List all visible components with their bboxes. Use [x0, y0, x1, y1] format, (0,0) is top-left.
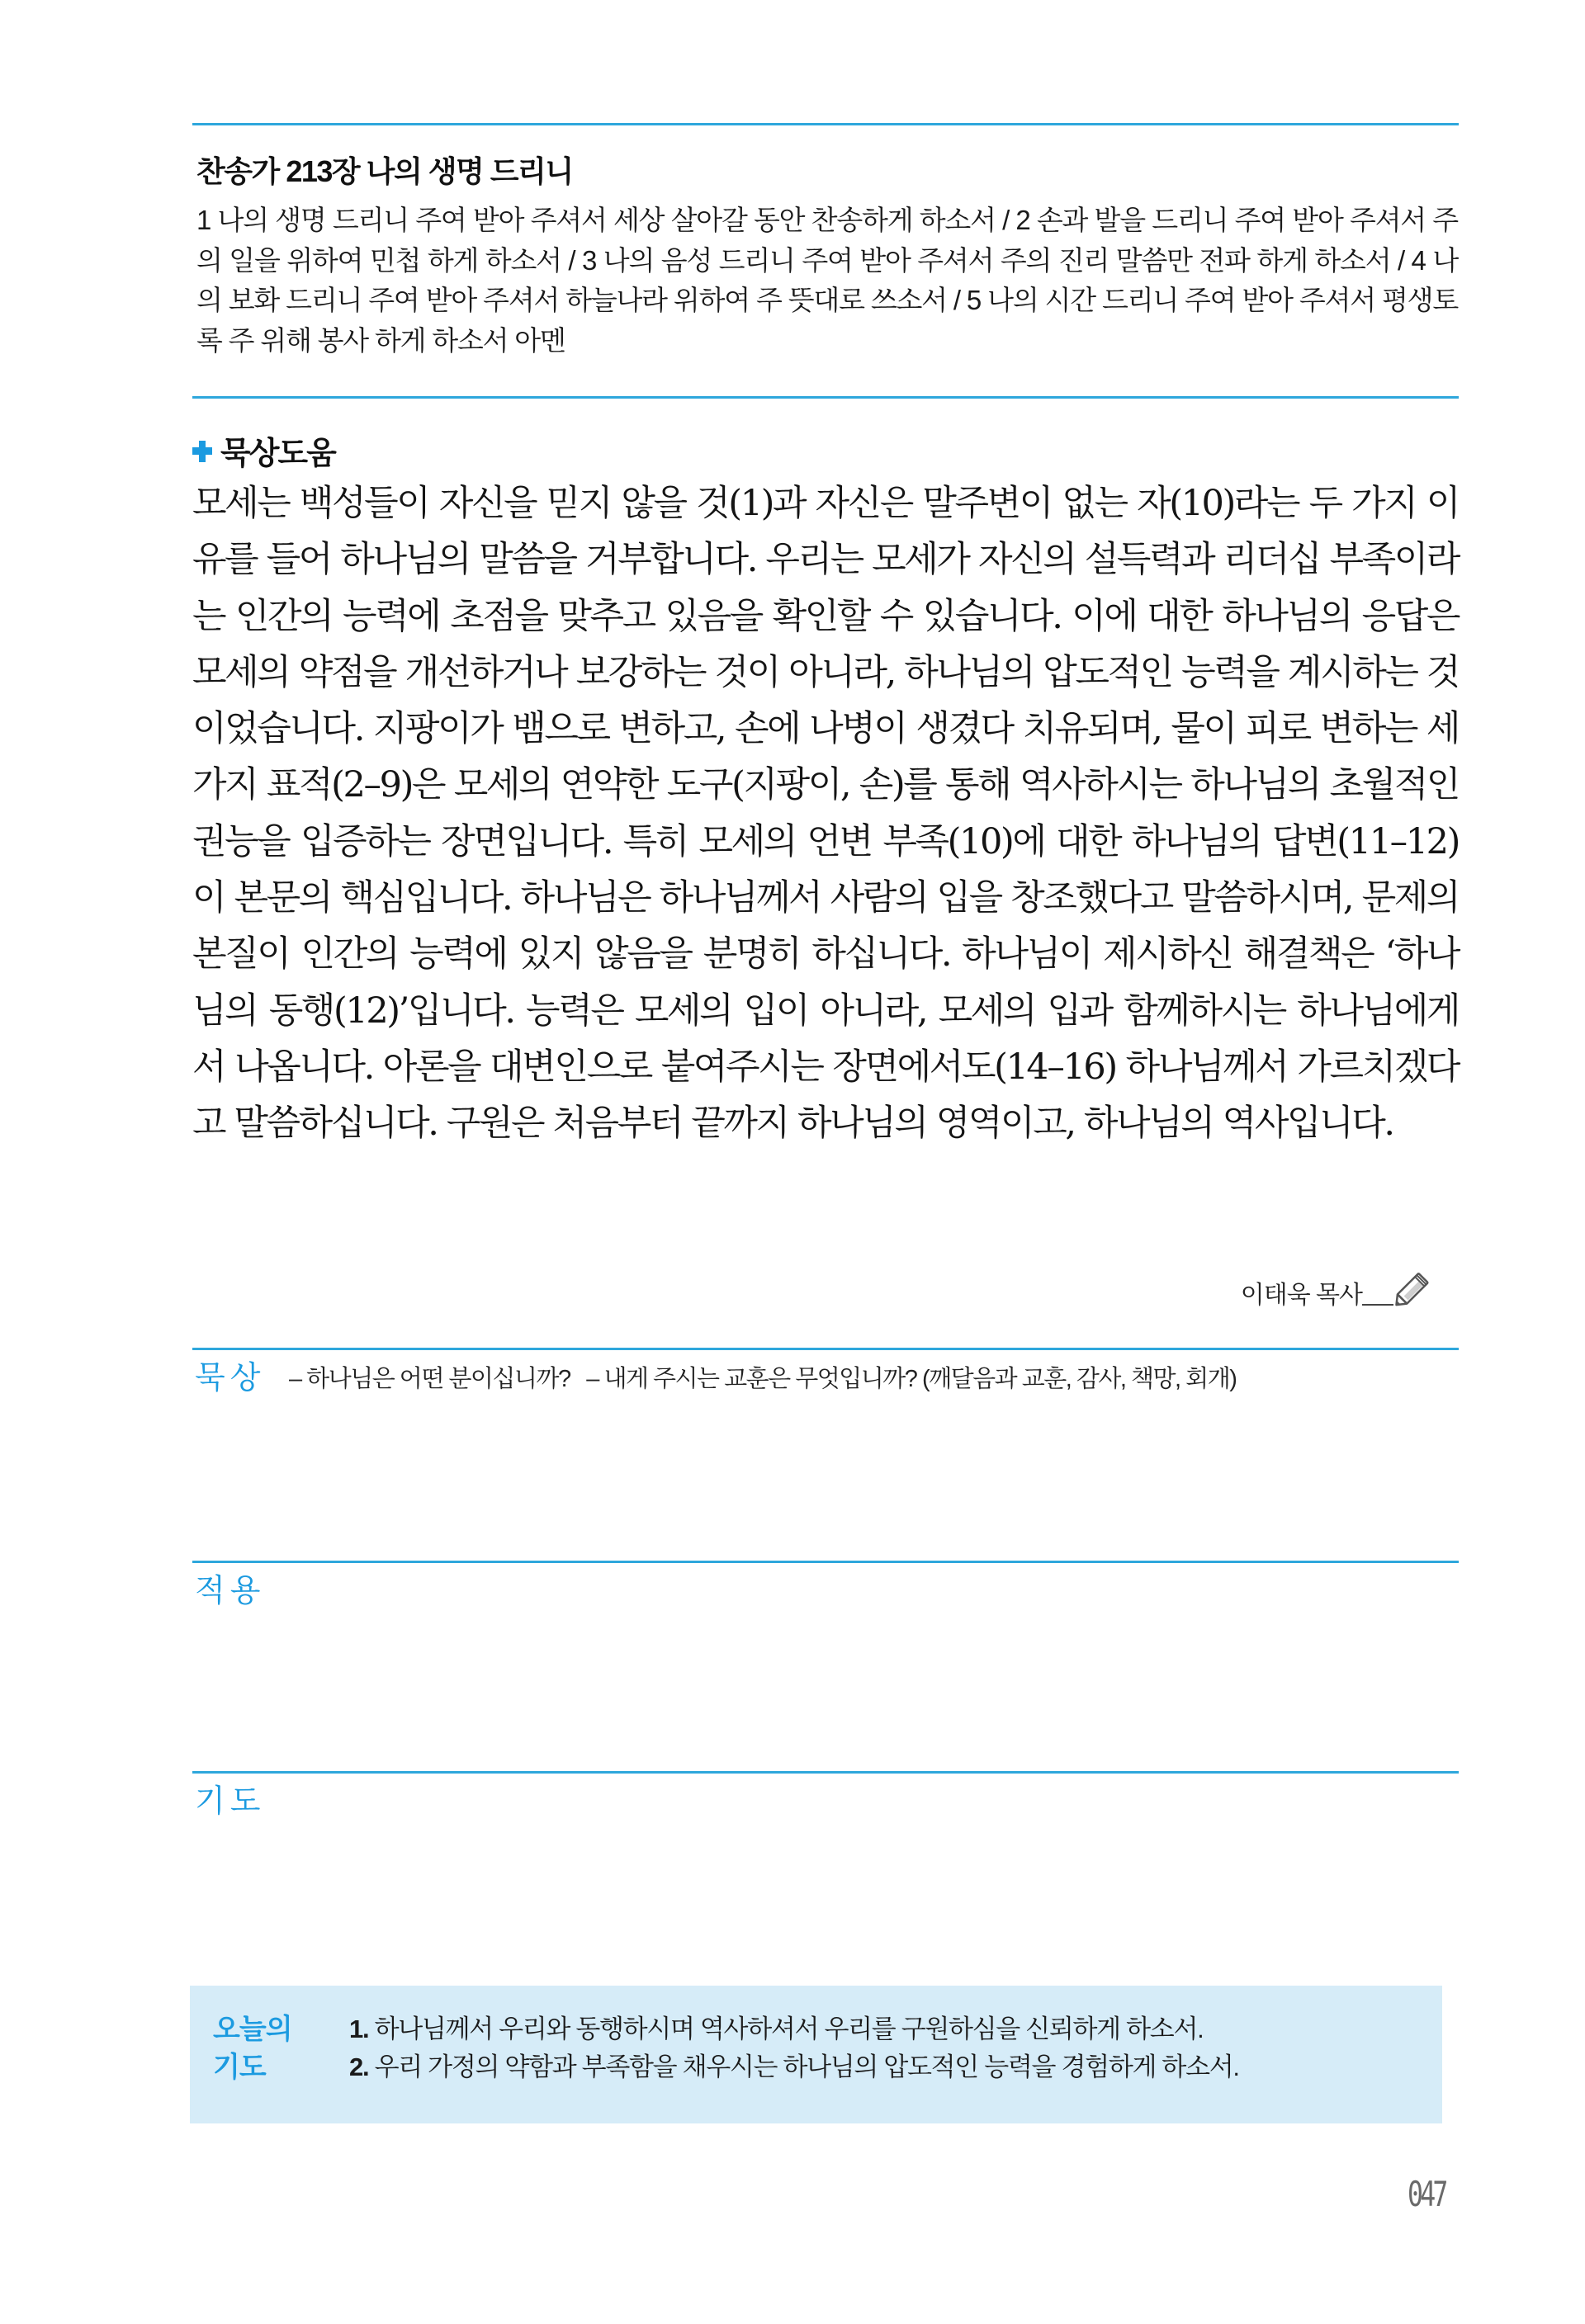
meditate-questions: – 하나님은 어떤 분이십니까? – 내게 주시는 교훈은 무엇입니까? (깨달음과 교훈, 감사, 책망, 회개) [289, 1366, 1237, 1392]
apply-divider [192, 1561, 1459, 1563]
author-name: 이태욱 목사 [1240, 1282, 1362, 1309]
pencil-icon [1390, 1268, 1436, 1311]
meditation-help-heading: 묵상도움 [220, 437, 335, 471]
signature-line [1362, 1304, 1393, 1306]
meditation-help-header [192, 427, 335, 473]
hymn-lyrics: 1 나의 생명 드리니 주여 받아 주셔서 세상 살아갈 동안 찬송하게 하소서 / 2 손과 발을 드리니 주여 받아 주셔서 주의 일을 위하여 민첩 하게 하소서 / 3 나의 음성 드리니 주여 받아 주셔서 주의 진리 말씀만 전파 하게 하소서 / 4 나의 보화 드리니 주여 받아 주셔서 하늘나라 위하여 주 뜻대로 쓰소서 / 5 나의 시간 드리니 주여 받아 주셔서 평생토록 주 위해 봉사 하게 하소서 아멘 [196, 205, 1458, 356]
apply-writing-area[interactable] [192, 1609, 1459, 1762]
prayer-item: 1. 하나님께서 우리와 동행하시며 역사하셔서 우리를 구원하심을 신뢰하게 하소서. [349, 2015, 1204, 2043]
todays-prayer-label: 오늘의 기도 [213, 2014, 292, 2083]
meditate-writing-area[interactable] [192, 1403, 1459, 1552]
hymn-title: 찬송가 213장 나의 생명 드리니 [196, 154, 573, 188]
meditate-divider [192, 1348, 1459, 1350]
todays-prayer-box [190, 1986, 1442, 2123]
cross-icon [192, 441, 212, 462]
todays-prayer-list [349, 2010, 1239, 2086]
prayer-item: 2. 우리 가정의 약함과 부족함을 채우시는 하나님의 압도적인 능력을 경험하게 하소서. [349, 2052, 1239, 2081]
pray-label: 기도 [195, 1783, 266, 1819]
pray-divider [192, 1771, 1459, 1774]
author-signature [1241, 1268, 1436, 1311]
pray-writing-area[interactable] [192, 1820, 1459, 1972]
meditation-help-body: 모세는 백성들이 자신을 믿지 않을 것(1)과 자신은 말주변이 없는 자(10)라는 두 가지 이유를 들어 하나님의 말씀을 거부합니다. 우리는 모세가 자신의 설득력과 리더십 부족이라는 인간의 능력에 초점을 맞추고 있음을 확인할 수 있습니다. 이에 대한 하나님의 응답은 모세의 약점을 개선하거나 보강하는 것이 아니라, 하나님의 압도적인 능력을 계시하는 것이었습니다. 지팡이가 뱀으로 변하고, 손에 나병이 생겼다 치유되며, 물이 피로 변하는 세 가지 표적(2–9)은 모세의 연약한 도구(지팡이, 손)를 통해 역사하시는 하나님의 초월적인 권능을 입증하는 장면입니다. 특히 모세의 언변 부족(10)에 대한 하나님의 답변(11–12)이 본문의 핵심입니다. 하나님은 하나님께서 사람의 입을 창조했다고 말씀하시며, 문제의 본질이 인간의 능력에 있지 않음을 분명히 하십니다. 하나님이 제시하신 해결책은 ‘하나님의 동행(12)’입니다. 능력은 모세의 입이 아니라, 모세의 입과 함께하시는 하나님에게서 나옵니다. 아론을 대변인으로 붙여주시는 장면에서도(14–16) 하나님께서 가르치겠다고 말씀하십니다. 구원은 처음부터 끝까지 하나님의 영역이고, 하나님의 역사입니다. [192, 483, 1459, 1145]
page-number: 047 [1408, 2174, 1445, 2214]
apply-label: 적용 [195, 1572, 266, 1608]
hymn-divider [192, 396, 1459, 399]
meditate-label: 묵상 [195, 1359, 266, 1396]
top-divider [192, 123, 1459, 125]
